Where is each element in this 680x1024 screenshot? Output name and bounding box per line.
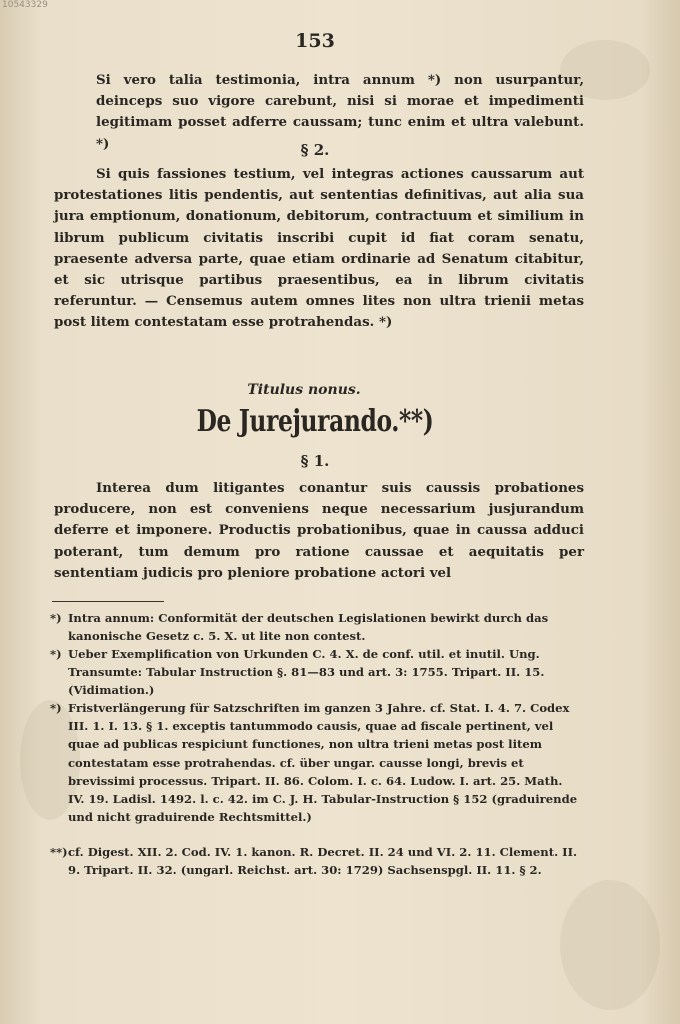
footnote-rule [52, 601, 164, 602]
paragraph-2-text: Si quis fassiones testium, vel integras actiones caussarum aut protestationes litis pendentis, aut sententias definitivas, aut alia sua jura emptionum, donationum, debitorum, contractuum et similium in librum publicum civitatis inscribi cupit id fiat coram senatu, praesente adversa parte, quae etiam ordinarie ad Senatum citabitur, et sic utrisque partibus praesentibus, ea in librum civitatis referuntur. — Censemus autem omnes lites non ultra trienii metas post litem contestatam esse protrahendas. *) [54, 166, 584, 331]
footnote-mark: **) [50, 845, 68, 859]
paragraph-3 [54, 478, 584, 584]
footnote [52, 843, 582, 880]
footnote-text: Ueber Exemplification von Urkunden C. 4. X. de conf. util. et inutil. Ung. Transumte: Tabular Instruction §. 81—83 und art. 3: 1755. Tripart. II. 15. (Vidimation.) [68, 647, 545, 698]
footnote [52, 699, 582, 827]
footnote-text: Fristverlängerung für Satzschriften im ganzen 3 Jahre. cf. Stat. I. 4. 7. Codex III. 1. I. 13. § 1. exceptis tantummodo causis, quae ad fiscale pertinent, vel quae ad publicas respiciunt functiones, non ultra trieni metas post litem contestatam esse protrahendas. cf. über ungar. causse longi, brevis et brevissimi processus. Tripart. II. 86. Colom. I. c. 64. Ludow. I. art. 25. Math. IV. 19. Ladisl. 1492. l. c. 42. im C. J. H. Tabular-Instruction § 152 (graduirende und nicht graduirende Rechtsmittel.) [68, 701, 578, 825]
footnote [52, 645, 582, 701]
scan-id: 10543329 [2, 0, 48, 10]
paragraph-1: Si vero talia testimonia, intra annum *) non usurpantur, deinceps suo vigore carebunt, nisi si morae et impedimenti legitimam posset adferre caussam; tunc enim et ultra valebunt. *) [96, 72, 584, 152]
paper-stain [560, 880, 660, 1010]
paragraph-3-text: Interea dum litigantes conantur suis caussis probationes producere, non est conveniens neque necessarium jusjurandum deferre et imponere. Productis probationibus, quae in caussa adduci poterant, tum demum pro ratione caussae et aequitatis per sententiam judicis pro pleniore probatione actori vel [54, 480, 584, 581]
footnote-mark: *) [50, 611, 62, 625]
section-2-heading: § 2. [300, 141, 330, 159]
page-number: 153 [295, 30, 335, 52]
footnote-text: cf. Digest. XII. 2. Cod. IV. 1. kanon. R. Decret. II. 24 und VI. 2. 11. Clement. II. 9. Tripart. II. 32. (ungarl. Reichst. art. 30: 1729) Sachsenspgl. II. 11. § 2. [68, 845, 578, 878]
footnote [52, 609, 582, 646]
footnote-mark: *) [50, 647, 62, 661]
paragraph-2 [54, 164, 584, 334]
chapter-heading: De Jurejurando.**) [196, 404, 434, 439]
footnote-text: Intra annum: Conformität der deutschen Legislationen bewirkt durch das kanonische Gesetz c. 5. X. ut lite non contest. [68, 611, 549, 644]
titulus-label: Titulus nonus. [247, 382, 361, 398]
section-1-heading: § 1. [300, 452, 330, 470]
footnote-mark: *) [50, 701, 62, 715]
